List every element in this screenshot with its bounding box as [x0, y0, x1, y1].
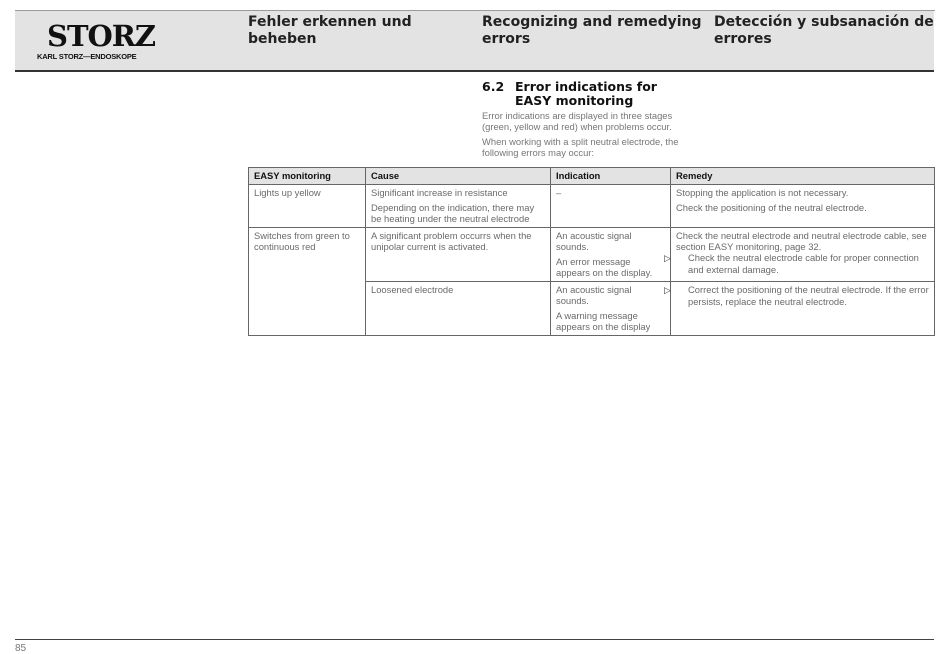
cell-text: An acoustic signal sounds. [556, 284, 632, 306]
footer-rule [15, 639, 934, 640]
cell-text: Depending on the indication, there may be heating under the neutral electrode [371, 202, 535, 224]
section-number: 6.2 [482, 79, 505, 94]
column-header: Indication [551, 168, 671, 185]
error-table [248, 167, 935, 336]
cell-text: An acoustic signal sounds. [556, 230, 632, 252]
cell-text: An error message appears on the display. [556, 256, 653, 278]
cell-text: Correct the positioning of the neutral electrode. If the error persists, replace the neutral electrode. [688, 284, 929, 307]
triangle-right-icon: ▷ [664, 253, 671, 263]
heading-german: Fehler erkennen und beheben [248, 14, 412, 47]
cell-text: Check the positioning of the neutral electrode. [676, 202, 867, 213]
indication-cell [551, 185, 671, 228]
table-row [249, 228, 935, 282]
cause-cell [366, 228, 551, 282]
cause-cell [366, 282, 551, 336]
logo-wordmark: STORZ [47, 19, 156, 53]
heading-spanish: Detección y subsanación de errores [714, 14, 934, 47]
cell-text: Stopping the application is not necessary. [676, 187, 849, 198]
remedy-cell [664, 228, 935, 282]
page-number: 85 [15, 643, 27, 654]
cell-text: Significant increase in resistance [371, 187, 508, 198]
cell-text: Check the neutral electrode cable for proper connection and external damage. [688, 252, 919, 275]
column-header: Remedy [671, 168, 935, 185]
logo-subtitle: KARL STORZ—ENDOSKOPE [37, 52, 137, 61]
remedy-cell [664, 282, 935, 336]
cell-text: Switches from green to continuous red [254, 230, 350, 252]
cell-text: Lights up yellow [254, 187, 321, 198]
cell-text: A significant problem occurrs when the unipolar current is activated. [371, 230, 532, 252]
column-header: EASY monitoring [249, 168, 366, 185]
cell-text: Check the neutral electrode and neutral electrode cable, see section EASY monitoring, page 32. [676, 230, 927, 252]
section-title: Error indications for EASY monitoring [515, 79, 657, 108]
column-header: Cause [366, 168, 551, 185]
cell-text: Loosened electrode [371, 284, 454, 295]
cell-text: A warning message appears on the display [556, 310, 651, 332]
header-rule [15, 70, 934, 72]
monitoring-cell [249, 228, 366, 336]
indication-cell [551, 228, 671, 282]
cause-cell [366, 185, 551, 228]
heading-english: Recognizing and remedying errors [482, 14, 702, 47]
indication-cell [551, 282, 671, 336]
bullet-item [664, 252, 929, 275]
bullet-item [664, 284, 929, 307]
monitoring-cell [249, 185, 366, 228]
cell-text: – [556, 187, 562, 198]
remedy-cell [671, 185, 935, 228]
table-row [249, 185, 935, 228]
intro-paragraph: When working with a split neutral electrode, the following errors may occur: [482, 136, 679, 158]
intro-paragraph: Error indications are displayed in three stages (green, yellow and red) when problems occur. [482, 110, 673, 132]
storz-logo [35, 19, 156, 62]
table-header-row [249, 168, 935, 185]
triangle-right-icon: ▷ [664, 285, 671, 295]
